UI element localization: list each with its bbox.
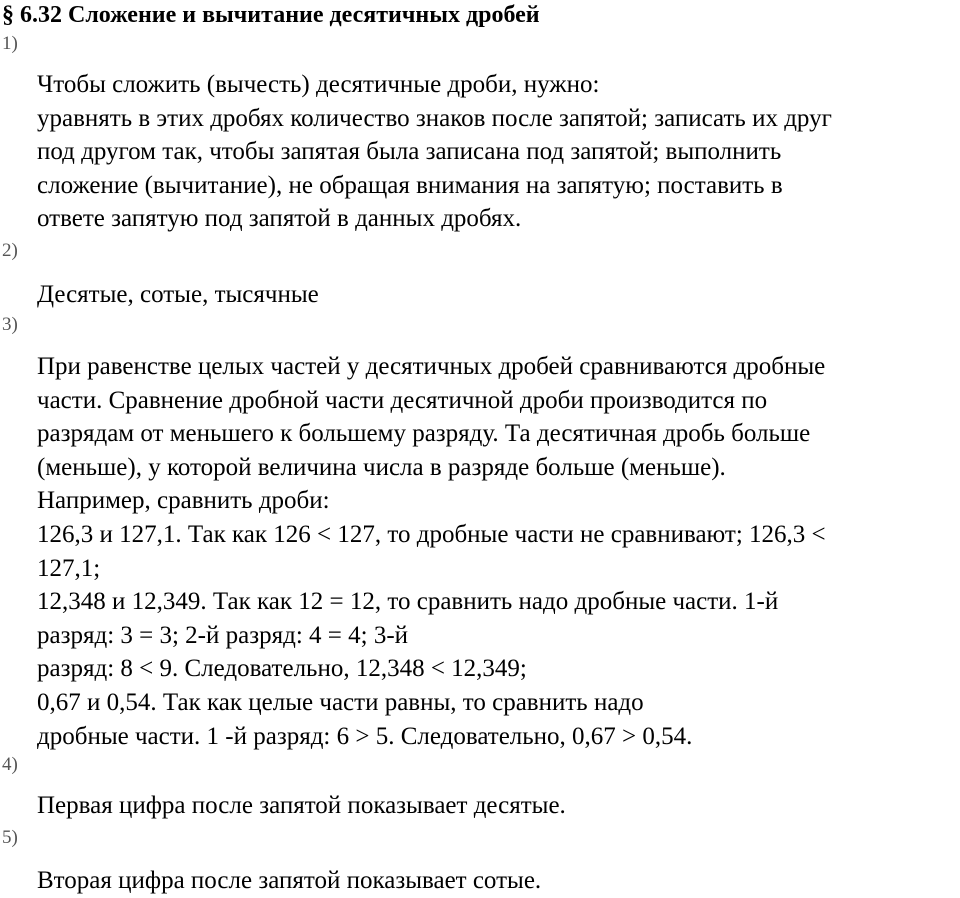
text-line: Десятые, сотые, тысячные (37, 281, 319, 308)
item-text (37, 350, 826, 753)
text-line: 126,3 и 127,1. Так как 126 < 127, то дробные части не сравнивают; 126,3 < (37, 520, 826, 548)
text-line: Вторая цифра после запятой показывает сотые. (37, 867, 542, 894)
item-number: 5) (2, 827, 18, 848)
text-line: 12,348 и 12,349. Так как 12 = 12, то сравнить надо дробные части. 1-й (37, 588, 779, 616)
text-line: части. Сравнение дробной части десятичной дроби производится по (37, 386, 768, 414)
text-line: под другом так, чтобы запятая была записана под запятой; выполнить (37, 138, 782, 166)
item-text (37, 278, 319, 312)
text-line: сложение (вычитание), не обращая внимания на запятую; поставить в (37, 171, 783, 199)
item-text (37, 68, 832, 236)
item-text (37, 864, 541, 898)
text-line: ответе запятую под запятой в данных дробях. (37, 205, 522, 233)
text-line: разрядам от меньшего к большему разряду. Та десятичная дробь больше (37, 420, 811, 448)
text-line: При равенстве целых частей у десятичных дробей сравниваются дробные (37, 353, 826, 380)
text-line: Чтобы сложить (вычесть) десятичные дроби, нужно: (37, 71, 600, 98)
item-number: 1) (2, 33, 18, 54)
item-number: 4) (2, 754, 18, 775)
text-line: Например, сравнить дроби: (37, 487, 330, 515)
page-title: § 6.32 Сложение и вычитание десятичных дробей (2, 2, 540, 28)
text-line: (меньше), у которой величина числа в разряде больше (меньше). (37, 453, 726, 481)
text-line: 0,67 и 0,54. Так как целые части равны, то сравнить надо (37, 688, 644, 716)
text-line: уравнять в этих дробях количество знаков после запятой; записать их друг (37, 104, 832, 132)
item-number: 3) (2, 314, 18, 335)
text-line: разряд: 8 < 9. Следовательно, 12,348 < 12,349; (37, 655, 527, 683)
text-line: дробные части. 1 -й разряд: 6 > 5. Следовательно, 0,67 > 0,54. (37, 722, 693, 750)
text-line: Первая цифра после запятой показывает десятые. (37, 792, 566, 819)
text-line: 127,1; (37, 554, 101, 582)
item-number: 2) (2, 240, 18, 261)
text-line: разряд: 3 = 3; 2-й разряд: 4 = 4; 3-й (37, 621, 409, 649)
item-text (37, 789, 566, 823)
